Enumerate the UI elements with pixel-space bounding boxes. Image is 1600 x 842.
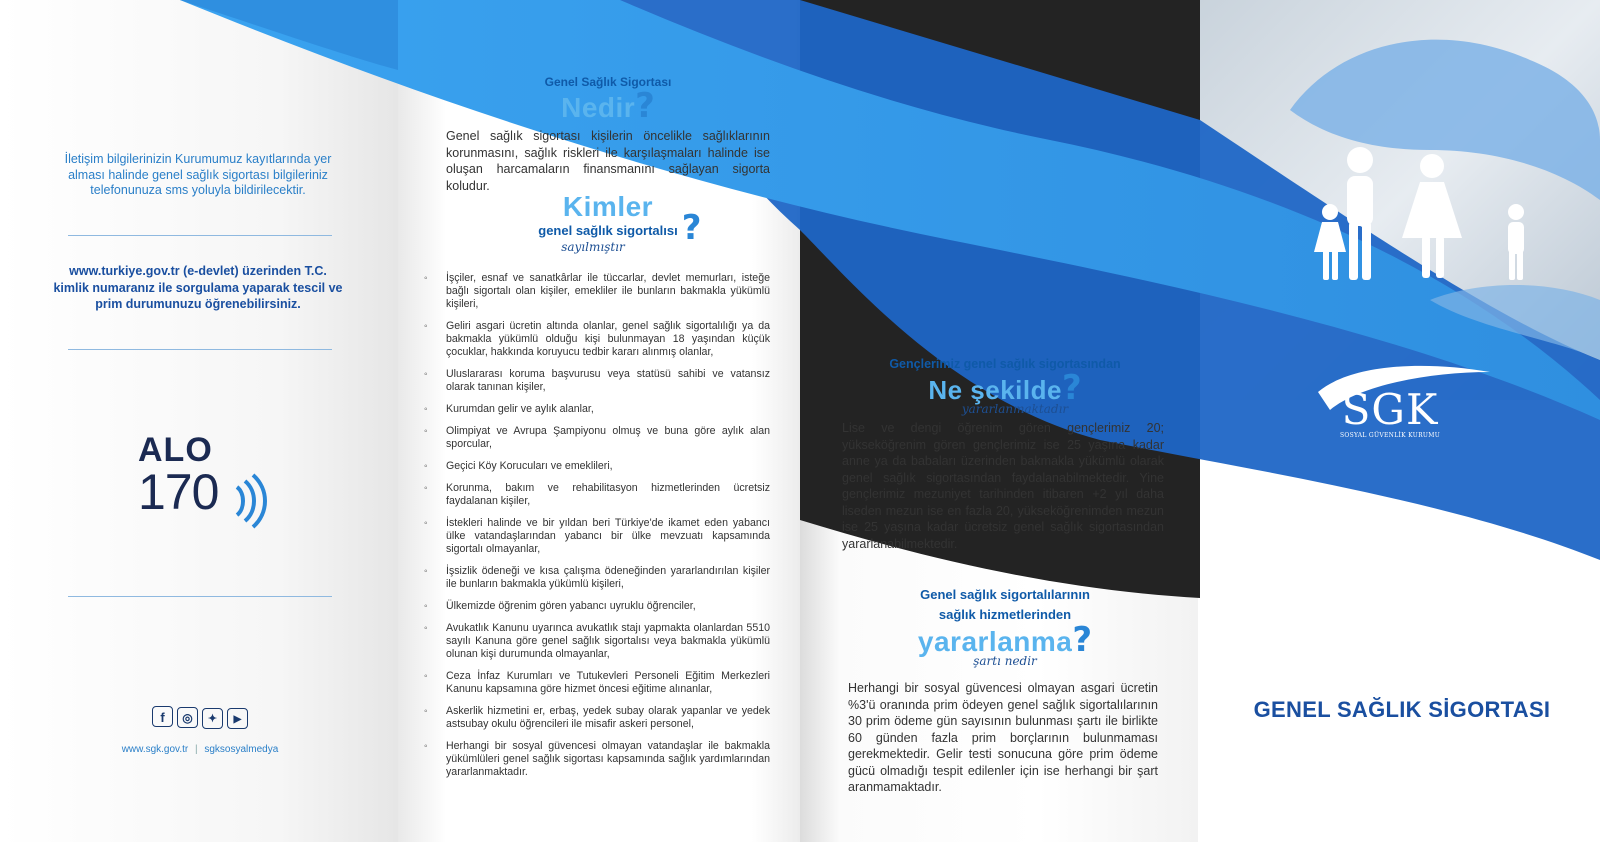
nedir-text: Genel sağlık sigortası kişilerin öncelikle sağlıklarının korunmasını, sağlık riskleri ile karşılaşmaları halinde ise oluşan harcamaların finansmanını sağlayan sigorta koludur. (446, 129, 770, 193)
separator: | (194, 744, 198, 755)
social-handle-link[interactable]: sgksosyalmedya (204, 744, 279, 755)
contact-notice: İletişim bilgilerinizin Kurumumuz kayıtlarında yer alması halinde genel sağlık sigortası bilgileriniz telefonunuza sms yoluyla bildirilecektir. (64, 152, 332, 197)
list-item: ◦ Geliri asgari ücretin altında olanlar, genel sağlık sigortalılığı ya da bakmakla yükümlü olduğu kişi bulunmayan 18 yaşından küçük çocuklar, hakkında koruyucu tedbir kararı alınmış olanlar, (428, 320, 770, 359)
signal-waves-icon (233, 473, 269, 529)
list-item: ◦ Askerlik hizmetini er, erbaş, yedek subay olarak yapanlar ve yedek astsubay okulu öğrencileri ile misafir askeri personel, (428, 705, 770, 731)
insured-list (428, 272, 770, 788)
yararlanma-heading-wrap (850, 620, 1160, 668)
divider (68, 596, 332, 597)
list-item: ◦ Olimpiyat ve Avrupa Şampiyonu olmuş ve buna göre aylık alan sporcular, (428, 425, 770, 451)
list-item: ◦ Korunma, bakım ve rehabilitasyon hizmetlerinden ücretsiz faydalanan kişiler, (428, 482, 770, 508)
question-mark: ? (1072, 620, 1093, 660)
yararlanma-subheading-1: Genel sağlık sigortalılarının (920, 587, 1090, 602)
facebook-icon[interactable]: f (152, 706, 173, 727)
gencler-heading-wrap (850, 368, 1160, 416)
list-item: ◦ Herhangi bir sosyal güvencesi olmayan vatandaşlar ile bakmakla yükümlüleri genel sağlık sigortası kapsamında sağlık yardımlarından yararlanmaktadır. (428, 740, 770, 779)
nedir-heading-wrap (478, 86, 738, 126)
list-item: ◦ Geçici Köy Korucuları ve emeklileri, (428, 460, 770, 473)
yararlanma-subheading-2: sağlık hizmetlerinden (938, 607, 1072, 622)
alo-170-logo (138, 433, 278, 533)
divider (68, 349, 332, 350)
list-item: ◦ Uluslararası koruma başvurusu veya statüsü sahibi ve vatansız olarak tanınan kişiler, (428, 368, 770, 394)
question-mark: ? (1061, 368, 1082, 408)
list-item: ◦ İşsizlik ödeneği ve kısa çalışma ödeneğinden yararlandırılan kişiler ile bunların bakmakla yükümlü kişileri, (428, 565, 770, 591)
kimler-script: sayılmıştır (561, 240, 625, 254)
list-item: ◦ İstekleri halinde ve bir yıldan beri Türkiye'de ikamet eden yabancı ülke vatandaşlarından yabancı bir ülke mevzuatı kapsamında sigortalı olmayanlar, (428, 517, 770, 556)
kimler-heading-wrap (478, 192, 738, 254)
nedir-heading: Nedir (561, 92, 636, 123)
list-item: ◦ Avukatlık Kanunu uyarınca avukatlık stajı yapmakta olanlardan 5510 sayılı Kanuna göre genel sağlık sigortalısı veya bakmakla yükümlü olunan kişi durumunda olmayanlar, (428, 622, 770, 661)
edevlet-notice: www.turkiye.gov.tr (e-devlet) üzerinden T.C. kimlik numaranız ile sorgulama yaparak tescil ve prim durumunuzu öğrenebilirsiniz. (53, 264, 343, 311)
kimler-heading: Kimler (562, 191, 654, 222)
divider (68, 235, 332, 236)
question-mark: ? (635, 86, 655, 126)
number-170: 170 (138, 464, 219, 520)
sgk-logo (1330, 385, 1450, 439)
list-item: ◦ Ceza İnfaz Kurumları ve Tutukevleri Personeli Eğitim Merkezleri Kanunu kapsamına göre hizmet öncesi eğitime alınanlar, (428, 670, 770, 696)
social-icons (148, 706, 252, 729)
footer-links (100, 744, 300, 755)
gencler-text: Lise ve dengi öğrenim gören gençlerimiz 20; yükseköğrenim gören gençlerimiz ise 25 yaşına kadar anne ya da babaları üzerinden bakmakla yükümlü olarak genel sağlık sigortasından faydalanabilmektedir. Yine gençlerimiz mezuniyet tarihinden itibaren +2 yıl daha liseden mezun ise en fazla 20, yükseköğrenimden mezun ise 25 yaşına kadar ücretsiz genel sağlık sigortasından yararlanabilmektedir. (842, 421, 1164, 551)
instagram-icon[interactable]: ◎ (177, 707, 198, 728)
nedir-subheading: Genel Sağlık Sigortası (544, 75, 672, 89)
cover-title: GENEL SAĞLIK SİGORTASI (1253, 697, 1551, 722)
website-link[interactable]: www.sgk.gov.tr (121, 744, 189, 755)
youtube-icon[interactable]: ▶ (227, 708, 248, 729)
list-item: ◦ Ülkemizde öğrenim gören yabancı uyruklu öğrenciler, (428, 600, 770, 613)
question-mark: ? (681, 208, 702, 248)
kimler-subheading: genel sağlık sigortalısı (538, 223, 678, 238)
yararlanma-script: şartı nedir (973, 654, 1037, 668)
gencler-subheading: Gençlerimiz genel sağlık sigortasından (889, 357, 1121, 371)
yararlanma-text: Herhangi bir sosyal güvencesi olmayan asgari ücretin %3'ü oranında prim ödeyen genel sağlık sigortalılarının 30 prim ödeme gün sayısının bulunması şartı ile birlikte 60 günden fazla prim borçlarının bulunmaması gerekmektedir. Gelir testi sonucuna göre prim ödeme gücü olmadığı tespit edilenler için ise herhangi bir şart aranmamaktadır. (848, 681, 1158, 794)
twitter-icon[interactable]: ✦ (202, 708, 223, 729)
gencler-heading: Ne şekilde (928, 375, 1062, 405)
yararlanma-heading: yararlanma (917, 626, 1073, 657)
sgk-logo-text: SGK (1341, 385, 1439, 434)
gencler-script: yararlanmaktadır (961, 402, 1069, 416)
list-item: ◦ İşçiler, esnaf ve sanatkârlar ile tüccarlar, devlet memurları, isteğe bağlı sigortalı olan kişiler, emekliler ile bunların bakmakla yükümlü kişileri, (428, 272, 770, 311)
list-item: ◦ Kurumdan gelir ve aylık alanlar, (428, 403, 770, 416)
alo-text: ALO (138, 431, 213, 469)
sgk-logo-subtitle: SOSYAL GÜVENLİK KURUMU (1339, 432, 1441, 439)
